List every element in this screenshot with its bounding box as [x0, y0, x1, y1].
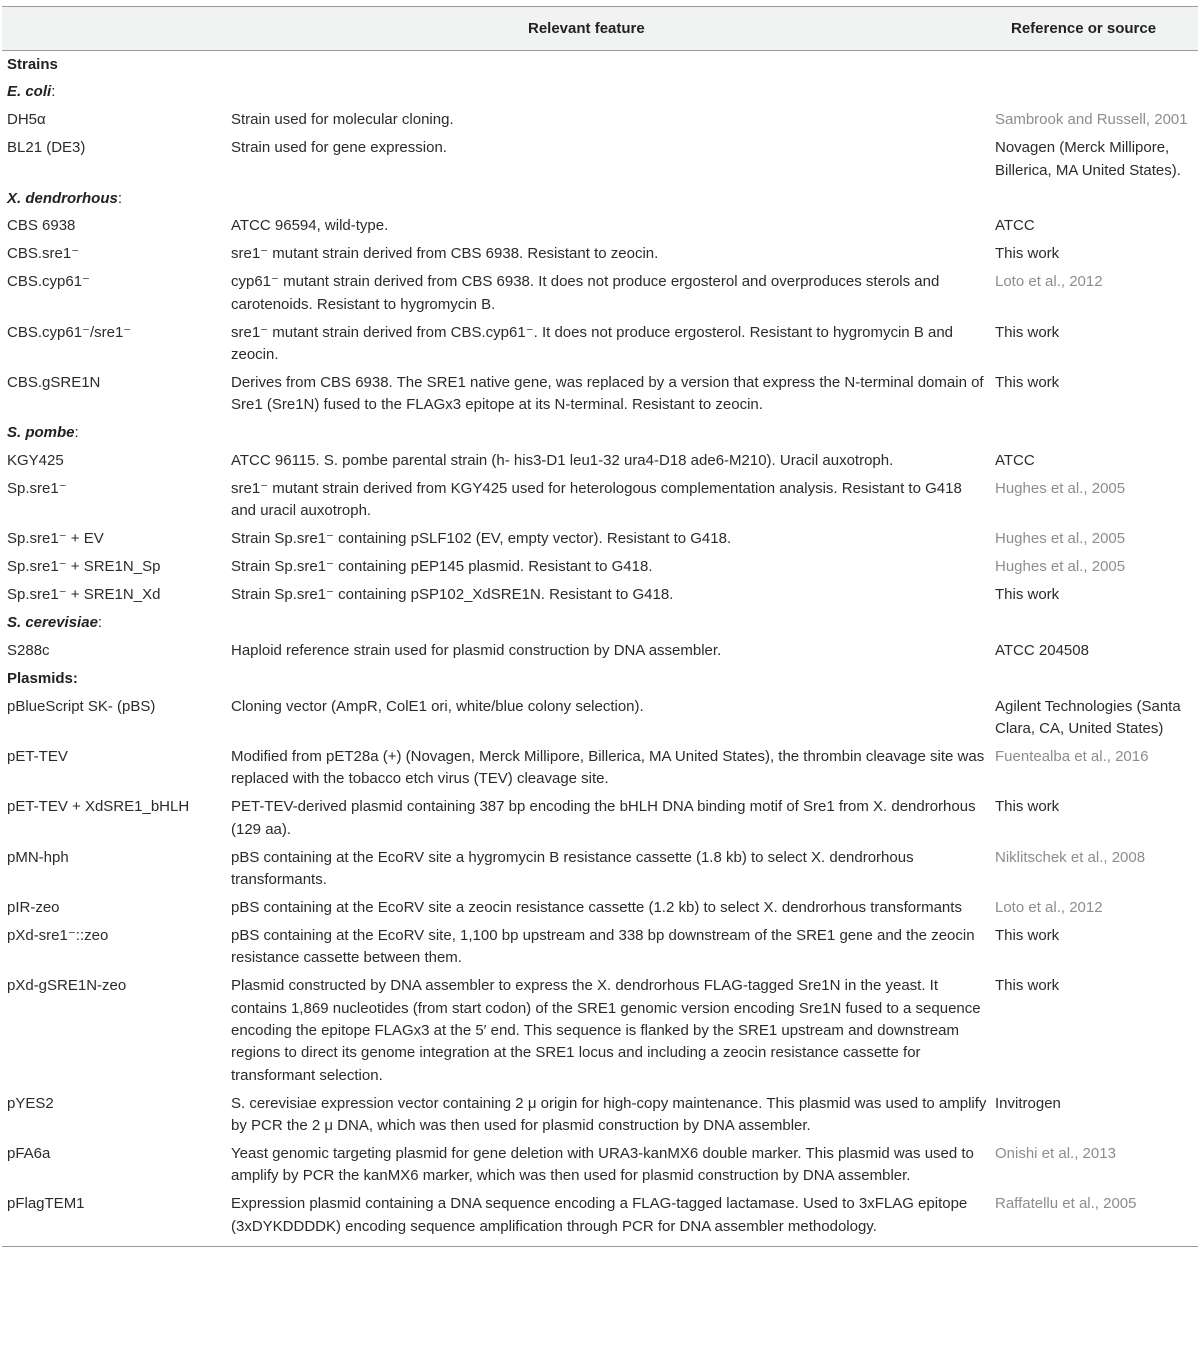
row-reference: Hughes et al., 2005 — [995, 480, 1126, 497]
section-row — [2, 665, 1198, 693]
table-row — [2, 895, 1198, 923]
row-reference: This work — [995, 373, 1060, 391]
table-row — [2, 744, 1198, 794]
row-name: S288c — [7, 641, 50, 659]
table-row — [2, 1191, 1198, 1247]
table-row — [2, 693, 1198, 743]
row-name: KGY425 — [7, 452, 64, 470]
table-row — [2, 241, 1198, 269]
row-feature: Expression plasmid containing a DNA sequence encoding a FLAG-tagged lactamase. Used to 3xFLAG epitope (3xDYKDDDDK) encoding sequence amplification through PCR for DNA assembler methodology. — [226, 1191, 991, 1247]
table-header-row — [2, 7, 1198, 51]
table-row — [2, 107, 1198, 135]
row-name: Sp.sre1⁻ — [7, 480, 67, 497]
table-row — [2, 637, 1198, 665]
row-name: Sp.sre1⁻ + SRE1N_Sp — [7, 558, 161, 576]
section-scerevisiae: S. cerevisiae: — [7, 614, 103, 632]
row-reference: Invitrogen — [995, 1094, 1061, 1112]
row-reference: Loto et al., 2012 — [995, 899, 1103, 916]
section-plasmids: Plasmids: — [7, 669, 78, 687]
row-name: Sp.sre1⁻ + EV — [7, 530, 104, 548]
row-feature: Strain Sp.sre1⁻ containing pEP145 plasmid. Resistant to G418. — [231, 558, 653, 576]
row-reference: Hughes et al., 2005 — [995, 530, 1126, 548]
row-name: pBlueScript SK- (pBS) — [7, 697, 156, 715]
row-name: Sp.sre1⁻ + SRE1N_Xd — [7, 586, 161, 604]
section-row — [2, 51, 1198, 79]
section-xdendrorhous: X. dendrorhous: — [7, 189, 123, 207]
row-name: CBS.cyp61⁻/sre1⁻ — [7, 323, 132, 341]
section-row — [2, 610, 1198, 638]
header-relevant-feature: Relevant feature — [528, 20, 645, 37]
row-reference: This work — [995, 977, 1060, 995]
row-reference: Niklitschek et al., 2008 — [995, 848, 1146, 866]
row-name: CBS.cyp61⁻ — [7, 273, 90, 291]
row-feature: Modified from pET28a (+) (Novagen, Merck Millipore, Billerica, MA United States), the thrombin cleavage site was replaced with the tobacco etch virus (TEV) cleavage site. — [231, 748, 985, 788]
header-reference: Reference or source — [1011, 20, 1157, 37]
table-row — [2, 526, 1198, 554]
table-row — [2, 319, 1198, 369]
row-name: pFA6a — [7, 1145, 51, 1163]
strains-plasmids-table — [2, 6, 1198, 1247]
section-row — [2, 79, 1198, 107]
row-name: CBS.gSRE1N — [7, 373, 101, 391]
row-reference: This work — [995, 245, 1060, 263]
row-feature: pBS containing at the EcoRV site a hygromycin B resistance cassette (1.8 kb) to select X. dendrorhous transformants. — [231, 848, 914, 889]
table-row — [2, 369, 1198, 419]
row-name: pXd-sre1⁻::zeo — [7, 926, 109, 944]
row-name: pET-TEV — [7, 748, 68, 766]
table-row — [2, 844, 1198, 894]
row-feature: sre1⁻ mutant strain derived from CBS.cyp61⁻. It does not produce ergosterol. Resistant to hygromycin B and zeocin. — [231, 323, 954, 363]
row-feature: ATCC 96115. S. pombe parental strain (h- his3-D1 leu1-32 ura4-D18 ade6-M210). Uracil auxotroph. — [231, 452, 894, 470]
header-col1 — [2, 7, 226, 51]
row-feature: pBS containing at the EcoRV site, 1,100 bp upstream and 338 bp downstream of the SRE1 gene and the zeocin resistance cassette between them. — [231, 926, 975, 967]
row-reference: Fuentealba et al., 2016 — [995, 748, 1149, 766]
row-reference: This work — [995, 323, 1060, 341]
table-row — [2, 554, 1198, 582]
row-reference: ATCC 204508 — [995, 641, 1089, 659]
row-reference: Raffatellu et al., 2005 — [991, 1191, 1198, 1247]
row-name: DH5α — [7, 111, 46, 129]
table-row — [2, 448, 1198, 476]
row-feature: Strain used for gene expression. — [231, 139, 447, 157]
section-row — [2, 185, 1198, 213]
row-feature: sre1⁻ mutant strain derived from CBS 6938. Resistant to zeocin. — [231, 245, 659, 263]
row-reference: ATCC — [995, 217, 1035, 235]
row-feature: Strain Sp.sre1⁻ containing pSP102_XdSRE1N. Resistant to G418. — [231, 586, 674, 604]
table-row — [2, 922, 1198, 972]
row-feature: Strain Sp.sre1⁻ containing pSLF102 (EV, empty vector). Resistant to G418. — [231, 530, 732, 548]
table-row — [2, 269, 1198, 319]
table-row — [2, 973, 1198, 1091]
row-name: pET-TEV + XdSRE1_bHLH — [7, 798, 190, 816]
row-feature: Derives from CBS 6938. The SRE1 native gene, was replaced by a version that express the N-terminal domain of Sre1 (Sre1N) fused to the FLAGx3 epitope at its N-terminal. Resistant to zeocin. — [231, 373, 984, 414]
row-feature: Strain used for molecular cloning. — [231, 111, 454, 129]
row-reference: ATCC — [995, 452, 1035, 470]
row-feature: Haploid reference strain used for plasmid construction by DNA assembler. — [231, 641, 722, 659]
row-reference: Hughes et al., 2005 — [995, 558, 1126, 576]
row-reference: Agilent Technologies (Santa Clara, CA, United States) — [995, 697, 1181, 738]
row-reference: This work — [995, 926, 1060, 944]
row-name: CBS.sre1⁻ — [7, 245, 80, 263]
row-feature: S. cerevisiae expression vector containing 2 μ origin for high-copy maintenance. This plasmid was used to amplify by PCR the 2 μ DNA, which was then used for plasmid construction by DNA assembler. — [231, 1094, 987, 1135]
section-row — [2, 420, 1198, 448]
row-reference: This work — [995, 798, 1060, 816]
row-reference: This work — [995, 586, 1060, 604]
row-name: CBS 6938 — [7, 217, 76, 235]
row-name: pMN-hph — [7, 848, 69, 866]
row-name: pXd-gSRE1N-zeo — [7, 977, 127, 995]
table-row — [2, 213, 1198, 241]
row-name: BL21 (DE3) — [7, 139, 86, 157]
row-reference: Loto et al., 2012 — [995, 273, 1103, 291]
row-feature: cyp61⁻ mutant strain derived from CBS 6938. It does not produce ergosterol and overproduces sterols and carotenoids. Resistant to hygromycin B. — [231, 273, 940, 313]
row-reference: Sambrook and Russell, 2001 — [995, 111, 1188, 129]
row-name: pFlagTEM1 — [2, 1191, 226, 1247]
row-name: pYES2 — [7, 1094, 54, 1112]
row-reference: Novagen (Merck Millipore, Billerica, MA United States). — [995, 139, 1181, 179]
row-feature: Cloning vector (AmpR, ColE1 ori, white/blue colony selection). — [231, 697, 644, 715]
row-feature: sre1⁻ mutant strain derived from KGY425 used for heterologous complementation analysis. Resistant to G418 and uracil auxotroph. — [231, 480, 962, 520]
row-reference: Onishi et al., 2013 — [995, 1145, 1116, 1163]
row-feature: ATCC 96594, wild-type. — [231, 217, 389, 235]
table-row — [2, 1141, 1198, 1191]
row-name: pIR-zeo — [7, 899, 60, 916]
row-feature: PET-TEV-derived plasmid containing 387 bp encoding the bHLH DNA binding motif of Sre1 from X. dendrorhous (129 aa). — [231, 798, 976, 838]
table-row — [2, 1090, 1198, 1140]
section-ecoli: E. coli: — [7, 83, 56, 101]
row-feature: pBS containing at the EcoRV site a zeocin resistance cassette (1.2 kb) to select X. dendrorhous transformants — [231, 899, 962, 916]
table-row — [2, 582, 1198, 610]
table-row — [2, 135, 1198, 185]
row-feature: Plasmid constructed by DNA assembler to express the X. dendrorhous FLAG-tagged Sre1N in the yeast. It contains 1,869 nucleotides (from start codon) of the SRE1 genomic version encoding Sre1N fused to a sequence encoding the epitope FLAGx3 at the 5′ end. This sequence is flanked by the SRE1 upstream and downstream regions to direct its genome integration at the SRE1 locus and including a zeocin resistance cassette for transformant selection. — [231, 977, 981, 1084]
table-row — [2, 794, 1198, 844]
row-feature: Yeast genomic targeting plasmid for gene deletion with URA3-kanMX6 double marker. This plasmid was used to amplify by PCR the kanMX6 marker, which was then used for plasmid construction by DNA assembler. — [231, 1145, 974, 1185]
table-row — [2, 476, 1198, 526]
section-spombe: S. pombe: — [7, 424, 79, 442]
section-strains: Strains — [7, 55, 58, 73]
